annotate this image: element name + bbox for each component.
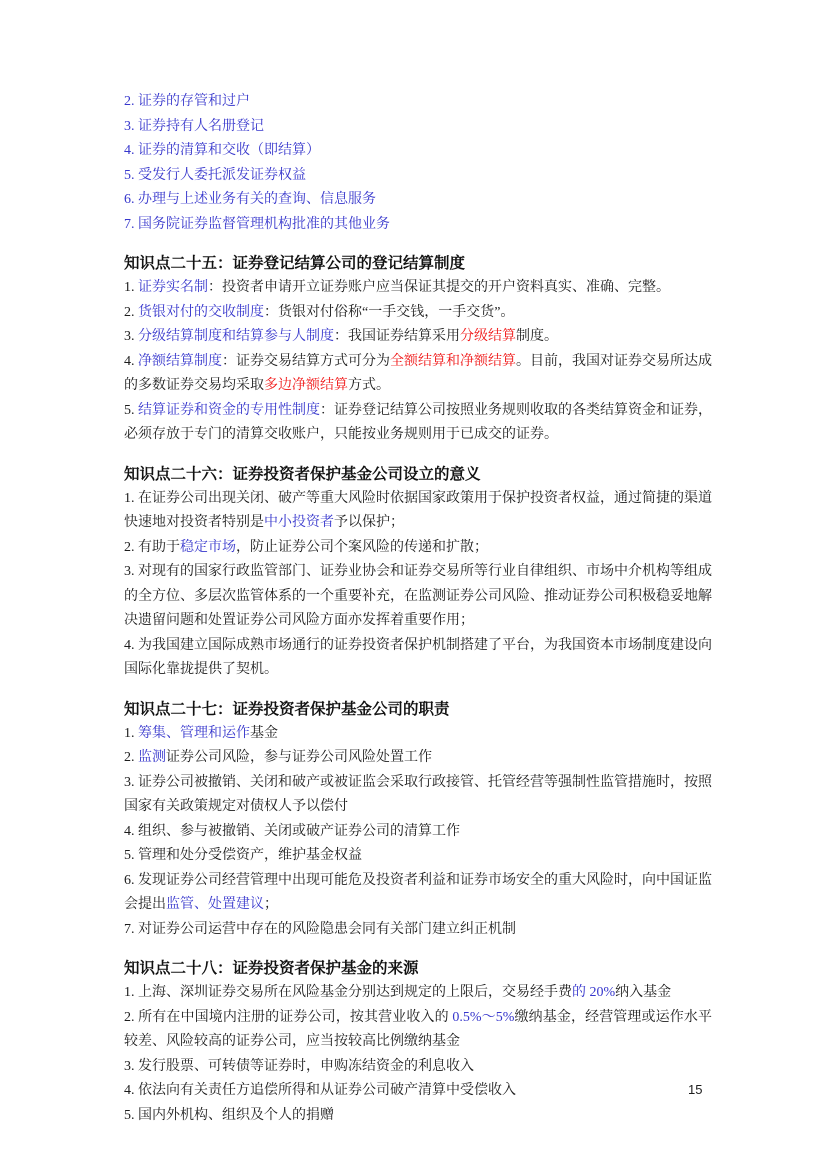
paragraph xyxy=(124,399,712,448)
text-segment: 净额结算制度 xyxy=(138,353,222,369)
text-segment: 货银对付的交收制度 xyxy=(138,304,264,320)
paragraph xyxy=(124,115,712,140)
text-segment: 证券公司风险，参与证券公司风险处置工作 xyxy=(166,750,432,765)
paragraph xyxy=(124,820,712,845)
text-segment: ：我国证券结算采用 xyxy=(334,329,460,344)
paragraph xyxy=(124,301,712,326)
text-segment: 4. 为我国建立国际成熟市场通行的证券投资者保护机制搭建了平台，为我国资本市场制度建设向国际化靠拢提供了契机。 xyxy=(124,637,712,677)
paragraph xyxy=(124,1104,712,1129)
text-segment: 3. 发行股票、可转债等证券时，申购冻结资金的利息收入 xyxy=(124,1058,474,1074)
text-segment: 2. 所有在中国境内注册的证券公司，按其营业收入的 xyxy=(124,1009,453,1025)
text-segment: 。目前，我国对证券交易所达成的多数证券交易均采取 xyxy=(124,353,712,393)
paragraph xyxy=(124,869,712,918)
text-segment: 1. 在证券公司出现关闭、破产等重大风险时依据国家政策用于保护投资者权益，通过简捷的渠道快速地对投资者特别是 xyxy=(124,490,712,530)
text-segment: 4. 依法向有关责任方追偿所得和从证券公司破产清算中受偿收入 xyxy=(124,1083,516,1098)
text-segment: ：证券交易结算方式可分为 xyxy=(222,353,390,369)
text-segment: 0.5%～5% xyxy=(452,1009,515,1025)
paragraph xyxy=(124,487,712,536)
text-segment: 3. 证券持有人名册登记 xyxy=(124,118,264,134)
text-segment: 稳定市场 xyxy=(180,539,236,555)
text-segment: 制度。 xyxy=(516,329,558,344)
text-segment: ：货银对付俗称“一手交钱，一手交货”。 xyxy=(264,304,515,320)
text-segment: 2. 有助于 xyxy=(124,539,180,555)
text-segment: 监管、处置建议 xyxy=(166,897,264,912)
text-segment: 5. 管理和处分受偿资产，维护基金权益 xyxy=(124,848,362,863)
text-segment: 3. xyxy=(124,329,138,344)
text-segment: 4. 组织、参与被撤销、关闭或破产证券公司的清算工作 xyxy=(124,823,460,839)
paragraph xyxy=(124,1006,712,1055)
text-segment: 2. 证券的存管和过户 xyxy=(124,94,250,109)
text-segment: 1. xyxy=(124,725,138,741)
text-segment: 分级结算 xyxy=(460,329,516,344)
text-segment: 基金 xyxy=(250,725,278,741)
text-segment: 证券实名制 xyxy=(138,280,208,295)
text-segment: 5. 受发行人委托派发证券权益 xyxy=(124,167,306,183)
paragraph xyxy=(124,746,712,771)
paragraph xyxy=(124,164,712,189)
text-segment: 监测 xyxy=(138,750,166,765)
text-segment: 7. 对证券公司运营中存在的风险隐患会同有关部门建立纠正机制 xyxy=(124,921,516,937)
paragraph xyxy=(124,981,712,1006)
paragraph xyxy=(124,634,712,683)
text-segment: ，防止证券公司个案风险的传递和扩散； xyxy=(236,539,488,555)
document-body xyxy=(124,90,712,1128)
text-segment: 5. 国内外机构、组织及个人的捐赠 xyxy=(124,1107,334,1123)
paragraph xyxy=(124,722,712,747)
text-segment: 全额结算和净额结算 xyxy=(390,353,516,369)
text-segment: 予以保护； xyxy=(334,515,404,530)
text-segment: 2. xyxy=(124,750,138,765)
text-segment: 6. 发现证券公司经营管理中出现可能危及投资者利益和证券市场安全的重大风险时，向中国证监会提出 xyxy=(124,872,712,912)
text-segment: 中小投资者 xyxy=(264,515,334,530)
paragraph xyxy=(124,918,712,943)
paragraph xyxy=(124,844,712,869)
text-segment: 3. 对现有的国家行政监管部门、证券业协会和证券交易所等行业自律组织、市场中介机构等组成的全方位、多层次监管体系的一个重要补充，在监测证券公司风险、推动证券公司积极稳妥地解决遗留问题和处置证券公司风险方面亦发挥着重要作用； xyxy=(124,564,712,628)
text-segment: 纳入基金 xyxy=(615,985,672,1000)
section-heading: 知识点二十八：证券投资者保护基金的来源 xyxy=(124,960,419,977)
paragraph xyxy=(124,1079,712,1104)
paragraph xyxy=(124,188,712,213)
text-segment: 的 20% xyxy=(572,985,616,1000)
paragraph xyxy=(124,771,712,820)
section-heading: 知识点二十五：证券登记结算公司的登记结算制度 xyxy=(124,255,466,272)
paragraph xyxy=(124,350,712,399)
text-segment: 4. 证券的清算和交收（即结算） xyxy=(124,143,320,158)
section-heading: 知识点二十七：证券投资者保护基金公司的职责 xyxy=(124,700,450,718)
text-segment: 2. xyxy=(124,304,138,320)
text-segment: 筹集、管理和运作 xyxy=(138,725,250,741)
paragraph xyxy=(124,139,712,164)
text-segment: 多边净额结算 xyxy=(264,378,348,393)
text-segment: ：证券登记结算公司按照业务规则收取的各类结算资金和证券，必须存放于专门的清算交收账户，只能按业务规则用于已成交的证券。 xyxy=(124,402,712,442)
paragraph xyxy=(124,276,712,301)
text-segment: 1. xyxy=(124,280,138,295)
text-segment: 缴纳基金，经营管理或运作水平较差、风险较高的证券公司，应当按较高比例缴纳基金 xyxy=(124,1009,713,1049)
text-segment: ； xyxy=(264,897,278,912)
text-segment: ：投资者申请开立证券账户应当保证其提交的开户资料真实、准确、完整。 xyxy=(208,280,670,295)
page-number: 15 xyxy=(688,1082,703,1097)
text-segment: 方式。 xyxy=(348,378,390,393)
text-segment: 4. xyxy=(124,353,138,369)
paragraph xyxy=(124,325,712,350)
section-heading: 知识点二十六：证券投资者保护基金公司设立的意义 xyxy=(124,465,481,483)
text-segment: 结算证券和资金的专用性制度 xyxy=(138,402,320,418)
text-segment: 5. xyxy=(124,402,138,418)
paragraph xyxy=(124,90,712,115)
paragraph xyxy=(124,1055,712,1080)
text-segment: 6. 办理与上述业务有关的查询、信息服务 xyxy=(124,192,376,207)
text-segment: 7. 国务院证券监督管理机构批准的其他业务 xyxy=(124,216,390,232)
paragraph xyxy=(124,536,712,561)
paragraph xyxy=(124,213,712,238)
text-segment: 3. 证券公司被撤销、关闭和破产或被证监会采取行政接管、托管经营等强制性监管措施时，按照国家有关政策规定对债权人予以偿付 xyxy=(124,774,712,814)
paragraph xyxy=(124,560,712,634)
text-segment: 1. 上海、深圳证券交易所在风险基金分别达到规定的上限后，交易经手费 xyxy=(124,985,572,1000)
text-segment: 分级结算制度和结算参与人制度 xyxy=(138,329,334,344)
